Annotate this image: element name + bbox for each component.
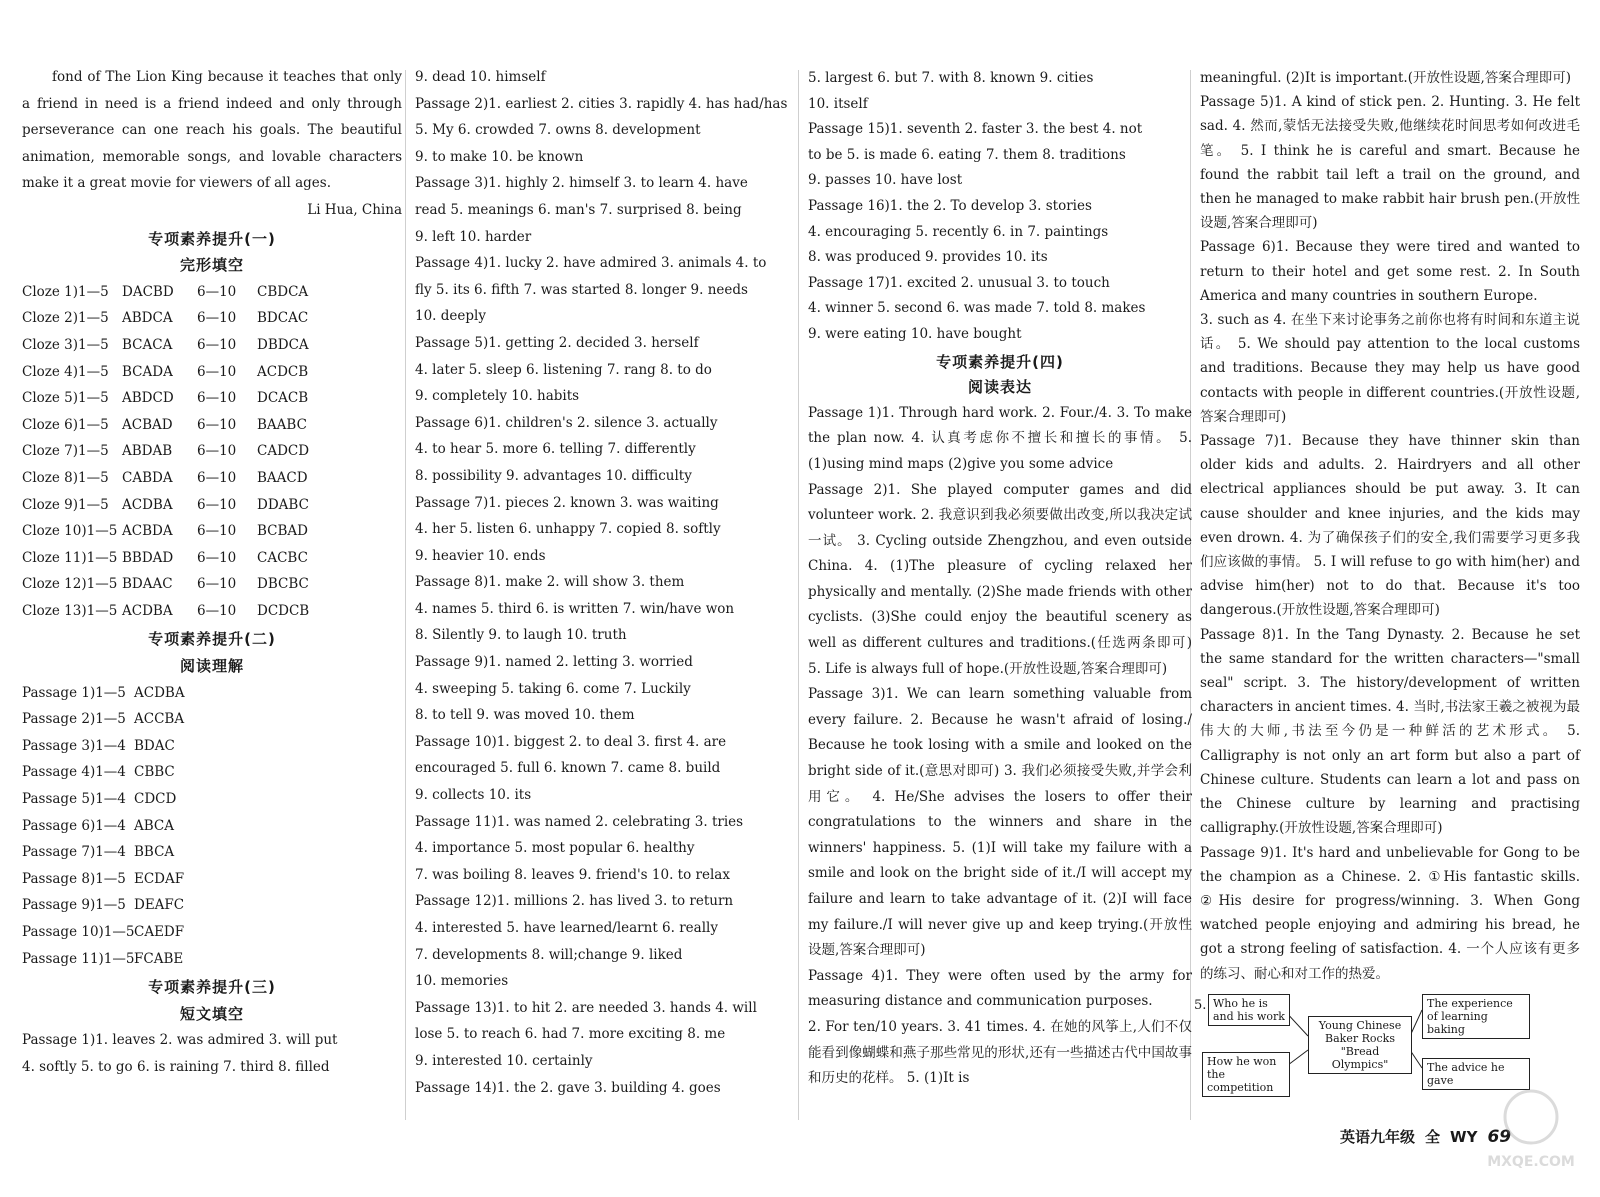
- reading-row: [22, 786, 402, 813]
- section-title: 专项素养提升(四): [936, 352, 1064, 371]
- answer-line: 8. was produced 9. provides 10. its: [808, 249, 1048, 266]
- reading-expression-answers: [808, 401, 1192, 1092]
- reading-cell: Passage 7)1—4: [22, 844, 126, 861]
- answer-line: 9. dead 10. himself: [415, 69, 546, 85]
- cloze-cell: BCADA: [122, 363, 173, 380]
- column-3: [808, 66, 1192, 1092]
- answer-paragraph: Passage 8)1. In the Tang Dynasty. 2. Because he set the same standard for the written characters—"small seal" script. 3. The history/development of written characters in ancient times. 4. 当时,书法家王羲之被视为最伟大的大师,书法至今仍是一种鲜活的艺术形式。 5. Calligraphy is not only an art form but also a part of Chinese culture. Students can learn a lot and pass on the Chinese culture by learning and practising calligraphy.(开放性设题,答案合理即可): [1200, 626, 1580, 837]
- answer-line: 4. names 5. third 6. is written 7. win/have won: [415, 600, 735, 617]
- reading-cell: ACDBA: [134, 684, 185, 701]
- answer-paragraph: Passage 9)1. It's hard and unbelievable for Gong to be the champion as a Chinese. 2. ①His fantastic skills. ②His desire for progress/winning. 3. When Gong watched people enjoying and admiring his bread, he got a strong feeling of satisfaction. 4. 一个人应该有更多的练习、耐心和对工作的热爱。: [1200, 844, 1580, 982]
- reading-cell: FCABE: [134, 950, 184, 967]
- answer-line: 9. were eating 10. have bought: [808, 325, 1022, 342]
- cloze-cell: Cloze 3)1—5: [22, 336, 109, 353]
- reading-row: [22, 839, 402, 866]
- answer-line: 9. completely 10. habits: [415, 388, 580, 405]
- answer-line: 8. to tell 9. was moved 10. them: [415, 707, 635, 724]
- answer-line: 9. collects 10. its: [415, 787, 532, 804]
- cloze-cell: CABDA: [122, 469, 173, 486]
- reading-cell: ECDAF: [134, 870, 185, 887]
- answer-paragraph: Passage 2)1. She played computer games and did volunteer work. 2. 我意识到我必须要做出改变,所以我决定试一试。 3. Cycling outside Zhengzhou, and even outside China. 4. (1)The pleasure of cycling relaxed her physically and mentally. (2)She made friends with other cyclists. (3)She could enjoy the beautiful scenery as well as different cultures and traditions.(任选两条即可) 5. Life is always full of hope.(开放性设题,答案合理即可): [808, 481, 1192, 677]
- cloze-row: [22, 465, 402, 492]
- reading-row: [22, 946, 402, 973]
- answer-line: fly 5. its 6. fifth 7. was started 8. longer 9. needs: [415, 281, 748, 298]
- cloze-cell: ACDBA: [122, 602, 173, 619]
- reading-cell: Passage 5)1—4: [22, 791, 126, 808]
- answer-line: 9. interested 10. certainly: [415, 1052, 593, 1069]
- reading-row: [22, 733, 402, 760]
- cloze-row: [22, 438, 402, 465]
- answer-line: 4. interested 5. have learned/learnt 6. really: [415, 920, 718, 936]
- cloze-row: [22, 332, 402, 359]
- cloze-cell: Cloze 9)1—5: [22, 496, 109, 513]
- cloze-cell: Cloze 2)1—5: [22, 310, 109, 327]
- answer-line: Passage 11)1. was named 2. celebrating 3. tries: [415, 813, 744, 830]
- answer-line: Passage 16)1. the 2. To develop 3. stories: [808, 197, 1092, 214]
- reading-expression-answers: [1200, 66, 1580, 986]
- diagram-box-top-left: Who he is and his work: [1208, 994, 1290, 1026]
- answer-line: Passage 17)1. excited 2. unusual 3. to touch: [808, 274, 1110, 291]
- cloze-cell: Cloze 12)1—5: [22, 576, 118, 593]
- answer-line: 4. sweeping 5. taking 6. come 7. Luckily: [415, 680, 691, 697]
- fill-in-answer-list: [808, 66, 1192, 348]
- cloze-cell: 6—10: [197, 310, 237, 327]
- cloze-cell: 6—10: [197, 416, 237, 433]
- column-4: [1194, 66, 1580, 1094]
- reading-answer-list: [22, 680, 402, 973]
- signature: Li Hua, China: [307, 201, 402, 218]
- cloze-cell: DCACB: [257, 390, 309, 407]
- answer-line: 4. softly 5. to go 6. is raining 7. third 8. filled: [22, 1058, 330, 1075]
- section-title: 专项素养提升(二): [148, 630, 276, 649]
- reading-cell: Passage 3)1—4: [22, 737, 126, 754]
- cloze-cell: Cloze 5)1—5: [22, 390, 109, 407]
- answer-line: 4. importance 5. most popular 6. healthy: [415, 840, 695, 857]
- cloze-cell: 6—10: [197, 496, 237, 513]
- cloze-cell: DCDCB: [257, 602, 310, 619]
- section-subtitle: 阅读理解: [179, 657, 244, 676]
- column-divider: [798, 70, 799, 1120]
- intro-paragraph: fond of The Lion King because it teaches that only a friend in need is a friend indeed and only through perseverance can one reach his goals. The beautiful animation, memorable songs, and lovable characters make it a great movie for viewers of all ages.: [22, 69, 402, 192]
- reading-cell: Passage 11)1—5: [22, 950, 135, 967]
- cloze-cell: BAABC: [257, 416, 307, 433]
- cloze-row: [22, 385, 402, 412]
- cloze-cell: ACDCB: [257, 363, 309, 380]
- answer-line: encouraged 5. full 6. known 7. came 8. build: [415, 760, 721, 777]
- reading-cell: Passage 1)1—5: [22, 684, 126, 701]
- answer-line: 4. her 5. listen 6. unhappy 7. copied 8. softly: [415, 521, 721, 538]
- question-number: 5.: [1194, 997, 1207, 1013]
- cloze-cell: 6—10: [197, 363, 237, 380]
- answer-line: 4. winner 5. second 6. was made 7. told 8. makes: [808, 300, 1146, 317]
- cloze-cell: 6—10: [197, 602, 237, 619]
- answer-line: 5. largest 6. but 7. with 8. known 9. cities: [808, 70, 1094, 86]
- mind-map-diagram: [1194, 990, 1580, 1094]
- cloze-cell: 6—10: [197, 283, 237, 300]
- reading-row: [22, 706, 402, 733]
- cloze-cell: ACBAD: [122, 416, 173, 433]
- answer-line: 4. to hear 5. more 6. telling 7. differently: [415, 441, 696, 458]
- answer-line: 4. later 5. sleep 6. listening 7. rang 8. to do: [415, 361, 712, 378]
- answer-paragraph: meaningful. (2)It is important.(开放性设题,答案合理即可): [1200, 70, 1572, 86]
- cloze-row: [22, 598, 402, 625]
- cloze-cell: BCBAD: [257, 523, 308, 540]
- cloze-row: [22, 545, 402, 572]
- cloze-cell: DBCBC: [257, 576, 309, 593]
- answer-line: Passage 13)1. to hit 2. are needed 3. hands 4. will: [415, 999, 757, 1016]
- reading-row: [22, 680, 402, 707]
- diagram-box-top-right: The experience of learning baking: [1422, 994, 1530, 1039]
- reading-row: [22, 813, 402, 840]
- answer-line: lose 5. to reach 6. had 7. more exciting 8. me: [415, 1026, 726, 1043]
- answer-line: Passage 2)1. earliest 2. cities 3. rapidly 4. has had/has: [415, 95, 788, 112]
- section-subtitle: 短文填空: [179, 1004, 244, 1023]
- cloze-cell: BAACD: [257, 469, 308, 486]
- cloze-row: [22, 492, 402, 519]
- reading-cell: BBCA: [134, 844, 175, 861]
- page-number: 69: [1487, 1127, 1512, 1147]
- answer-line: 7. developments 8. will;change 9. liked: [415, 946, 683, 963]
- svg-text:MXQE.COM: MXQE.COM: [1487, 1154, 1575, 1170]
- answer-line: Passage 7)1. pieces 2. known 3. was waiting: [415, 494, 719, 511]
- cloze-row: [22, 518, 402, 545]
- reading-cell: Passage 10)1—5: [22, 924, 135, 940]
- cloze-cell: 6—10: [197, 469, 237, 486]
- cloze-cell: BBDAD: [122, 549, 174, 566]
- answer-paragraph: Passage 6)1. Because they were tired and wanted to return to their hotel and get some rest. 2. In South America and many countries in southern Europe.: [1200, 239, 1580, 304]
- diagram-box-bottom-right: The advice he gave: [1422, 1058, 1530, 1090]
- cloze-row: [22, 359, 402, 386]
- cloze-cell: Cloze 7)1—5: [22, 443, 109, 460]
- reading-cell: Passage 4)1—4: [22, 764, 126, 781]
- cloze-cell: CACBC: [257, 549, 308, 566]
- reading-cell: ABCA: [134, 817, 174, 834]
- cloze-cell: DBDCA: [257, 336, 309, 353]
- answer-line: 10. deeply: [415, 308, 486, 325]
- answer-line: 10. itself: [808, 95, 868, 112]
- reading-cell: CAEDF: [134, 924, 185, 940]
- cloze-cell: CADCD: [257, 443, 310, 460]
- reading-cell: DEAFC: [134, 897, 185, 914]
- cloze-cell: 6—10: [197, 576, 237, 593]
- answer-line: 8. possibility 9. advantages 10. difficulty: [415, 467, 692, 484]
- answer-paragraph: 3. such as 4. 在坐下来讨论事务之前你也将有时间和东道主说话。 5. We should pay attention to the local customs and traditions. Because they may help us have good contacts with people in different countries.(开放性设题,答案合理即可): [1200, 312, 1580, 425]
- cloze-cell: Cloze 13)1—5: [22, 602, 118, 619]
- cloze-row: [22, 571, 402, 598]
- answer-line: 5. My 6. crowded 7. owns 8. development: [415, 122, 701, 139]
- answer-line: to be 5. is made 6. eating 7. them 8. traditions: [808, 146, 1126, 163]
- answer-line: Passage 9)1. named 2. letting 3. worried: [415, 654, 693, 671]
- answer-line: 7. was boiling 8. leaves 9. friend's 10. to relax: [415, 866, 730, 883]
- column-divider: [405, 70, 406, 1120]
- reading-row: [22, 892, 402, 919]
- section-title: 专项素养提升(一): [148, 229, 276, 248]
- section-subtitle: 阅读表达: [967, 378, 1032, 397]
- cloze-cell: BCACA: [122, 336, 173, 353]
- cloze-cell: ACDBA: [122, 496, 173, 513]
- edition-label: WY: [1450, 1128, 1478, 1146]
- book-mark: 全: [1425, 1128, 1441, 1146]
- answer-line: Passage 12)1. millions 2. has lived 3. to return: [415, 893, 734, 910]
- fill-in-answer-list: [415, 64, 795, 1101]
- answer-line: 4. encouraging 5. recently 6. in 7. paintings: [808, 223, 1109, 240]
- cloze-cell: Cloze 10)1—5: [22, 523, 118, 540]
- cloze-cell: Cloze 4)1—5: [22, 363, 109, 380]
- reading-cell: BDAC: [134, 737, 175, 754]
- answer-paragraph: Passage 3)1. We can learn something valuable from every failure. 2. Because he wasn't afraid of losing./ Because he took losing with a smile and looked on the bright side of it.(意思对即可) 3. 我们必须接受失败,并学会利用它。 4. He/She advises the losers to offer their congratulations to the winners and share in the winners' happiness. 5. (1)I will take my failure with a smile and look on the bright side of it./I will accept my failure and learn to take advantage of it. (2)I will face my failure./I will never give up and keep trying.(开放性设题,答案合理即可): [808, 686, 1192, 959]
- reading-cell: Passage 2)1—5: [22, 711, 126, 728]
- cloze-cell: 6—10: [197, 390, 237, 407]
- reading-cell: Passage 9)1—5: [22, 897, 126, 914]
- cloze-cell: BDAAC: [122, 576, 173, 593]
- reading-row: [22, 759, 402, 786]
- reading-cell: Passage 6)1—4: [22, 817, 126, 834]
- cloze-cell: DACBD: [122, 283, 174, 300]
- cloze-cell: Cloze 8)1—5: [22, 469, 109, 486]
- cloze-cell: CBDCA: [257, 283, 309, 300]
- cloze-cell: 6—10: [197, 523, 237, 540]
- section-title: 专项素养提升(三): [148, 978, 276, 997]
- cloze-cell: BDCAC: [257, 310, 309, 327]
- cloze-cell: DDABC: [257, 496, 309, 513]
- reading-cell: CBBC: [134, 764, 175, 781]
- reading-row: [22, 919, 402, 946]
- answer-line: 9. left 10. harder: [415, 228, 532, 245]
- answer-line: 9. to make 10. be known: [415, 148, 584, 165]
- cloze-cell: ABDAB: [122, 443, 173, 460]
- answer-paragraph: Passage 7)1. Because they have thinner skin than older kids and adults. 2. Hairdryers and all other electrical appliances should be put away. 3. It can cause shoulder and knee injuries, and the kids may even drown. 4. 为了确保孩子们的安全,我们需要学习更多我们应该做的事情。 5. I will refuse to go with him(her) and advise him(her) not to do that. Because it's too dangerous.(开放性设题,答案合理即可): [1200, 433, 1580, 619]
- cloze-cell: 6—10: [197, 549, 237, 566]
- reading-cell: CDCD: [134, 791, 177, 808]
- answer-line: read 5. meanings 6. man's 7. surprised 8. being: [415, 201, 742, 218]
- answer-paragraph: 2. For ten/10 years. 3. 41 times. 4. 在她的风筝上,人们不仅能看到像蝴蝶和燕子那些常见的形状,还有一些描述古代中国故事和历史的花样。 5. (1)It is: [808, 1018, 1192, 1087]
- cloze-row: [22, 412, 402, 439]
- reading-cell: Passage 8)1—5: [22, 870, 126, 887]
- answer-paragraph: Passage 5)1. A kind of stick pen. 2. Hunting. 3. He felt sad. 4. 然而,蒙恬无法接受失败,他继续花时间思考如何改进毛笔。 5. I think he is careful and smart. Because he found the rabbit tail left a trail on the ground, and then he managed to make rabbit hair brush pen.(开放性设题,答案合理即可): [1200, 94, 1580, 232]
- diagram-box-bottom-left: How he won the competition: [1202, 1052, 1290, 1097]
- answer-line: Passage 4)1. lucky 2. have admired 3. animals 4. to: [415, 255, 767, 272]
- answer-line: Passage 6)1. children's 2. silence 3. actually: [415, 414, 718, 431]
- cloze-cell: ACBDA: [122, 523, 173, 540]
- answer-line: 9. passes 10. have lost: [808, 172, 963, 189]
- cloze-cell: 6—10: [197, 443, 237, 460]
- cloze-cell: ABDCD: [122, 390, 174, 407]
- section-subtitle: 完形填空: [179, 256, 244, 275]
- answer-line: Passage 1)1. leaves 2. was admired 3. will put: [22, 1032, 338, 1049]
- answer-line: Passage 15)1. seventh 2. faster 3. the best 4. not: [808, 121, 1143, 138]
- reading-row: [22, 866, 402, 893]
- book-label: 英语九年级: [1340, 1128, 1416, 1146]
- answer-line: Passage 10)1. biggest 2. to deal 3. first 4. are: [415, 733, 727, 750]
- answer-line: 9. heavier 10. ends: [415, 547, 546, 564]
- diagram-box-center: Young Chinese Baker Rocks "Bread Olympics": [1308, 1016, 1412, 1074]
- cloze-row: [22, 279, 402, 306]
- answer-line: Passage 3)1. highly 2. himself 3. to learn 4. have: [415, 175, 748, 192]
- reading-cell: ACCBA: [134, 711, 185, 728]
- answer-paragraph: Passage 1)1. Through hard work. 2. Four./4. 3. To make the plan now. 4. 认真考虑你不擅长和擅长的事情。 5. (1)using mind maps (2)give you some advice: [808, 404, 1192, 472]
- cloze-row: [22, 305, 402, 332]
- cloze-cell: 6—10: [197, 336, 237, 353]
- cloze-cell: Cloze 6)1—5: [22, 416, 109, 433]
- answer-line: 10. memories: [415, 973, 509, 990]
- column-1: [22, 64, 402, 1081]
- column-2: [415, 64, 795, 1101]
- cloze-answer-list: [22, 279, 402, 625]
- cloze-cell: Cloze 11)1—5: [22, 549, 118, 566]
- cloze-cell: ABDCA: [122, 310, 173, 327]
- answer-line: 8. Silently 9. to laugh 10. truth: [415, 627, 627, 644]
- answer-line: Passage 8)1. make 2. will show 3. them: [415, 574, 685, 591]
- answer-line: Passage 5)1. getting 2. decided 3. herself: [415, 334, 699, 351]
- cloze-cell: Cloze 1)1—5: [22, 283, 109, 300]
- answer-paragraph: Passage 4)1. They were often used by the army for measuring distance and communication purposes.: [808, 967, 1192, 1010]
- answer-line: Passage 14)1. the 2. gave 3. building 4. goes: [415, 1079, 721, 1096]
- watermark-logo: [1486, 1082, 1576, 1172]
